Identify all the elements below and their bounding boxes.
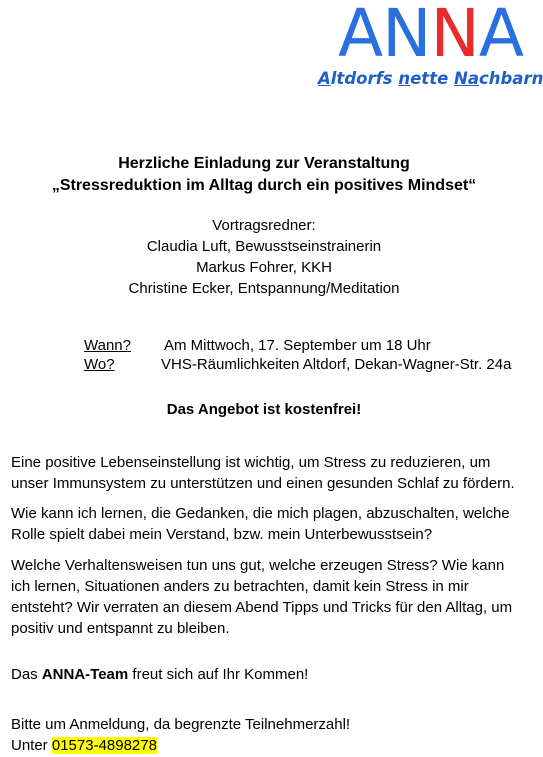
- where-label: Wo?: [84, 356, 115, 373]
- tagline-part: n: [398, 69, 411, 88]
- closing-team: ANNA-Team: [41, 666, 129, 683]
- title-line-1: Herzliche Einladung zur Veranstaltung: [118, 155, 410, 172]
- where-row: [84, 354, 511, 375]
- closing-prefix: Das: [11, 666, 42, 683]
- when-value: Am Mittwoch, 17. September um 18 Uhr: [164, 337, 431, 354]
- anna-logo: [318, 0, 543, 88]
- registration-phone-line: [11, 735, 516, 756]
- speakers-heading: Vortragsredner:: [212, 217, 316, 234]
- speaker-name: Christine Ecker, Entspannung/Meditation: [128, 280, 400, 297]
- paragraph: Welche Verhaltensweisen tun uns gut, welche erzeugen Stress? Wie kann ich lernen, Situationen anders zu betrachten, damit kein Stress in mir entsteht? Wir verraten an diesem Abend Tipps und Tricks für den Alltag, um positiv und entspannt zu bleiben.: [11, 557, 513, 637]
- paragraph: Eine positive Lebenseinstellung ist wichtig, um Stress zu reduzieren, um unser Immunsystem zu unterstützen und einen gesunden Schlaf zu fördern.: [11, 454, 515, 492]
- phone-number: 01573-4898278: [51, 737, 157, 754]
- tagline-part: Na: [454, 69, 479, 88]
- paragraph: Wie kann ich lernen, die Gedanken, die mich plagen, abzuschalten, welche Rolle spielt dabei mein Verstand, bzw. mein Unterbewusstsein?: [11, 505, 510, 543]
- where-value: VHS-Räumlichkeiten Altdorf, Dekan-Wagner-Str. 24a: [161, 356, 512, 373]
- free-notice: Das Angebot ist kostenfrei!: [166, 401, 362, 418]
- title-line-2: „Stressreduktion im Alltag durch ein positives Mindset“: [51, 177, 477, 194]
- tagline-part: A: [318, 69, 331, 88]
- when-label: Wann?: [84, 337, 131, 354]
- registration-block: [11, 714, 516, 756]
- logo-letter-4: A: [478, 0, 523, 72]
- closing-line: [11, 664, 516, 685]
- when-row: [84, 335, 431, 356]
- tagline-part: ette: [410, 69, 455, 88]
- logo-wordmark: [318, 0, 523, 72]
- speaker-name: Markus Fohrer, KKH: [196, 259, 332, 276]
- logo-letter-3: N: [430, 0, 479, 72]
- speakers-block: [0, 215, 528, 299]
- tagline-part: chbarn: [478, 69, 543, 88]
- closing-suffix: freut sich auf Ihr Kommen!: [128, 666, 309, 683]
- registration-note: Bitte um Anmeldung, da begrenzte Teilnehmerzahl!: [11, 716, 351, 733]
- logo-letter-1: A: [337, 0, 383, 72]
- logo-tagline: [318, 69, 543, 88]
- tagline-part: ltdorfs: [330, 69, 399, 88]
- logo-letter-2: N: [382, 0, 431, 72]
- speaker-name: Claudia Luft, Bewusstseinstrainerin: [146, 238, 382, 255]
- event-title: [0, 153, 528, 197]
- phone-prefix: Unter: [11, 737, 52, 754]
